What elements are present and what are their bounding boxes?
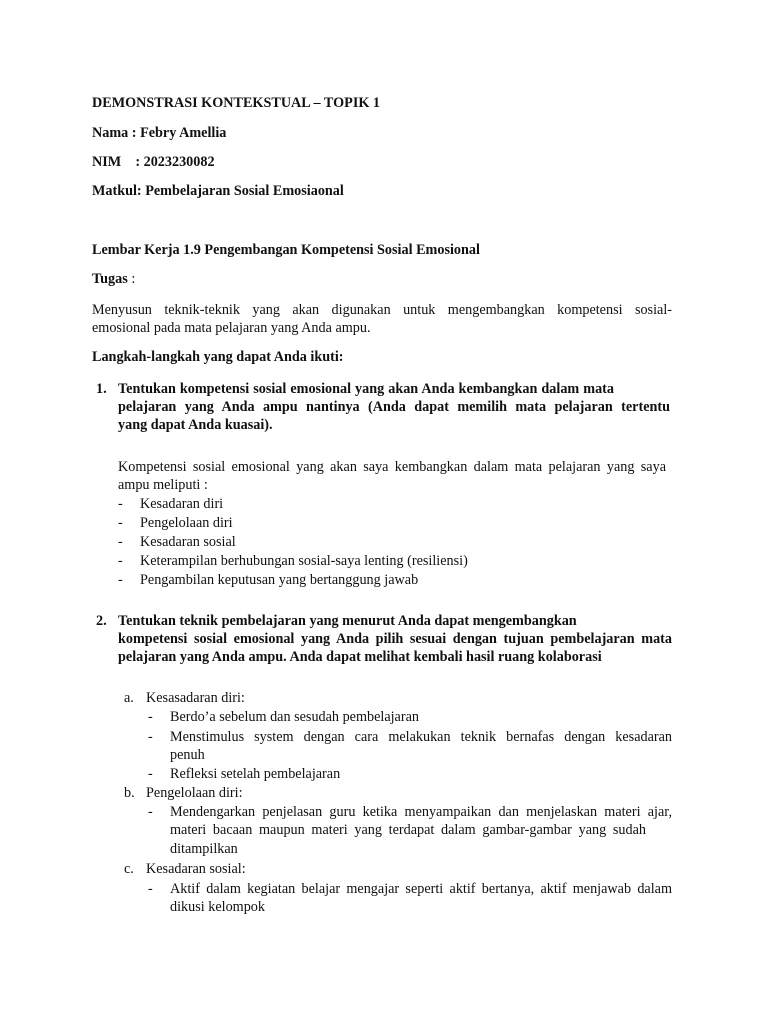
step2-line1: Tentukan teknik pembelajaran yang menurut Anda dapat mengembangkan — [118, 613, 577, 629]
sub-c-label: Kesadaran sosial: — [146, 861, 246, 877]
worksheet-title: Lembar Kerja 1.9 Pengembangan Kompetensi Sosial Emosional — [92, 242, 480, 258]
sub-c-letter: c. — [124, 861, 134, 877]
list-dash: - — [118, 496, 123, 512]
list-item-continuation: dikusi kelompok — [170, 899, 265, 915]
list-dash: - — [118, 534, 123, 550]
task-colon: : — [127, 271, 136, 287]
list-dash: - — [148, 804, 153, 820]
list-item: Aktif dalam kegiatan belajar mengajar seperti aktif bertanya, aktif menjawab dalam — [170, 881, 672, 897]
step2-number: 2. — [96, 613, 107, 629]
list-dash: - — [148, 881, 153, 897]
task-text-line1: Menyusun teknik-teknik yang akan digunakan untuk mengembangkan kompetensi sosial- — [92, 302, 672, 318]
step1-line1: Tentukan kompetensi sosial emosional yang akan Anda kembangkan dalam mata — [118, 381, 614, 397]
step1-line2: pelajaran yang Anda ampu nantinya (Anda dapat memilih mata pelajaran tertentu — [118, 399, 670, 415]
list-item: Menstimulus system dengan cara melakukan teknik bernafas dengan kesadaran — [170, 729, 672, 745]
sub-a-letter: a. — [124, 690, 134, 706]
list-item-continuation: penuh — [170, 747, 205, 763]
list-item: Mendengarkan penjelasan guru ketika menyampaikan dan menjelaskan materi ajar, — [170, 804, 672, 820]
step1-number: 1. — [96, 381, 107, 397]
list-dash: - — [118, 515, 123, 531]
step2-line2: kompetensi sosial emosional yang Anda pilih sesuai dengan tujuan pembelajaran mata — [118, 631, 672, 647]
list-item: Berdo’a sebelum dan sesudah pembelajaran — [170, 709, 419, 725]
step1-answer-line2: ampu meliputi : — [118, 477, 208, 493]
step1-answer-line1: Kompetensi sosial emosional yang akan saya kembangkan dalam mata pelajaran yang saya — [118, 459, 666, 475]
document-title: DEMONSTRASI KONTEKSTUAL – TOPIK 1 — [92, 95, 381, 111]
list-dash: - — [118, 572, 123, 588]
task-label: Tugas — [92, 271, 128, 287]
list-item: Pengambilan keputusan yang bertanggung jawab — [140, 572, 419, 588]
student-name: Nama : Febry Amellia — [92, 125, 227, 141]
list-dash: - — [148, 729, 153, 745]
sub-a-label: Kesasadaran diri: — [146, 690, 245, 706]
list-item: Pengelolaan diri — [140, 515, 233, 531]
list-dash: - — [118, 553, 123, 569]
sub-b-letter: b. — [124, 785, 135, 801]
steps-heading: Langkah-langkah yang dapat Anda ikuti: — [92, 349, 344, 365]
step1-line3: yang dapat Anda kuasai). — [118, 417, 273, 433]
list-item: Kesadaran sosial — [140, 534, 236, 550]
step2-line3: pelajaran yang Anda ampu. Anda dapat melihat kembali hasil ruang kolaborasi — [118, 649, 602, 665]
list-item-continuation: ditampilkan — [170, 841, 238, 857]
list-item-continuation: materi bacaan maupun materi yang terdapat dalam gambar-gambar yang sudah — [170, 822, 646, 838]
list-dash: - — [148, 709, 153, 725]
course-name: Matkul: Pembelajaran Sosial Emosiaonal — [92, 183, 344, 199]
task-heading — [92, 270, 135, 288]
student-nim: NIM : 2023230082 — [92, 154, 215, 170]
list-item: Kesadaran diri — [140, 496, 224, 512]
sub-b-label: Pengelolaan diri: — [146, 785, 243, 801]
list-item: Refleksi setelah pembelajaran — [170, 766, 341, 782]
task-text-line2: emosional pada mata pelajaran yang Anda ampu. — [92, 320, 371, 336]
list-dash: - — [148, 766, 153, 782]
list-item: Keterampilan berhubungan sosial-saya lenting (resiliensi) — [140, 553, 468, 569]
